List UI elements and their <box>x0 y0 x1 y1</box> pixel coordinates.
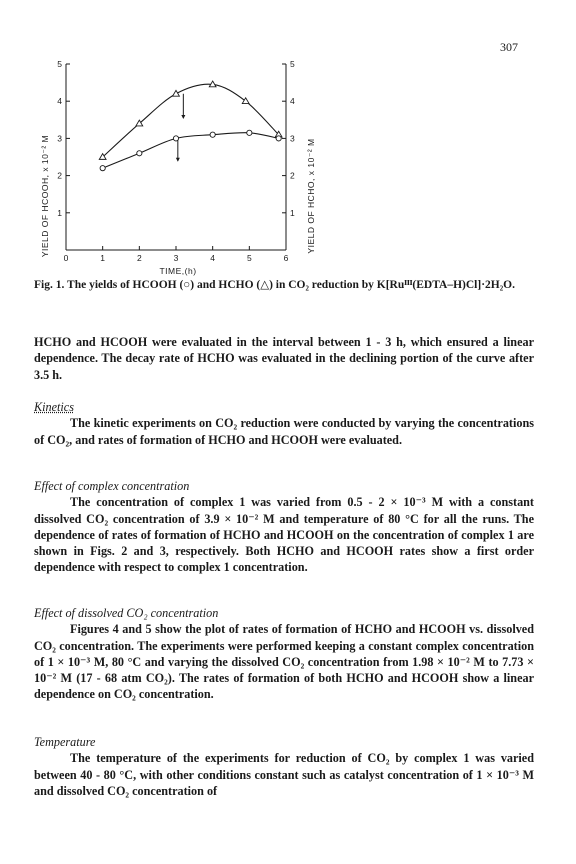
caption-fig-label: Fig. 1. <box>34 279 65 291</box>
section-co2-concentration <box>34 605 534 703</box>
x-tick-label: 2 <box>136 253 142 263</box>
right-y-tick-label: 3 <box>290 133 295 144</box>
arrow-head <box>176 158 180 162</box>
section-complex-concentration <box>34 478 534 576</box>
kinetics-text: The kinetic experiments on CO₂ reduction were conducted by varying the concentrations of CO₂, and rates of formation of HCHO and HCOOH were evaluated. <box>34 416 534 447</box>
hcooh-point <box>247 130 252 135</box>
hcooh-point <box>276 136 281 141</box>
right-y-tick-label: 5 <box>290 59 295 69</box>
right-y-axis-label: YIELD OF HCHO, x 10⁻² M <box>306 138 316 254</box>
section-temperature <box>34 734 534 799</box>
hcooh-point <box>100 166 105 171</box>
section-kinetics <box>34 399 534 448</box>
hcho-curve <box>103 84 279 157</box>
complex-heading: Effect of complex concentration <box>34 479 190 493</box>
right-y-tick-label: 2 <box>290 170 295 181</box>
left-y-tick-label: 2 <box>57 170 62 181</box>
hcho-point <box>242 98 249 104</box>
right-y-tick-label: 1 <box>290 207 295 218</box>
co2-text: Figures 4 and 5 show the plot of rates of formation of HCHO and HCOOH vs. dissolved CO₂ concentration. The experiments were performed keeping a constant complex concentration of 1 × 10⁻³ M, 80 °C and varying the dissolved CO₂ concentration from 1.98 × 10⁻² M to 7.73 × 10⁻² M (17 - 68 atm CO₂). The rates of formation of both HCHO and HCOOH show a linear dependence on CO₂ concentration. <box>34 622 534 702</box>
hcho-point <box>173 90 180 96</box>
hcooh-point <box>210 132 215 137</box>
left-y-tick-label: 4 <box>57 96 62 107</box>
left-y-tick-label: 1 <box>57 207 62 218</box>
x-tick-label: 3 <box>173 253 179 263</box>
temperature-heading: Temperature <box>34 735 96 749</box>
figure-caption <box>34 278 534 293</box>
right-y-tick-label: 4 <box>290 96 295 107</box>
yield-chart <box>28 56 328 276</box>
complex-text: The concentration of complex 1 was varied from 0.5 - 2 × 10⁻³ M with a constant dissolved CO₂ concentration of 3.9 × 10⁻² M and temperature of 80 °C for all the runs. The dependence of rates of formation of HCHO and HCOOH on the concentration of complex 1 are shown in Figs. 2 and 3, respectively. Both HCHO and HCOOH rates show a first order dependence with respect to complex 1 concentration. <box>34 495 534 575</box>
arrow-head <box>181 115 185 119</box>
hcooh-point <box>173 136 178 141</box>
kinetics-heading: Kinetics <box>34 400 74 414</box>
x-tick-label: 1 <box>100 253 106 263</box>
body-paragraph-1: HCHO and HCOOH were evaluated in the interval between 1 - 3 h, which ensured a linear dependence. The decay rate of HCHO was evaluated in the declining portion of the curve after 3.5 h. <box>34 335 534 382</box>
temperature-text: The temperature of the experiments for reduction of CO₂ by complex 1 was varied between 40 - 80 °C, with other conditions constant such as catalyst concentration of 1 × 10⁻³ M and dissolved CO₂ concentration of <box>34 751 534 798</box>
left-y-tick-label: 5 <box>57 59 62 69</box>
left-y-tick-label: 3 <box>57 133 62 144</box>
figure-1 <box>28 56 328 276</box>
x-tick-label: 4 <box>210 253 216 263</box>
x-axis-label: TIME,(h) <box>159 266 197 276</box>
left-y-axis-label: YIELD OF HCOOH, x 10⁻² M <box>40 134 50 258</box>
page-number: 307 <box>500 40 518 54</box>
x-tick-label: 0 <box>63 253 69 263</box>
hcooh-point <box>137 151 142 156</box>
x-tick-label: 6 <box>283 253 289 263</box>
x-tick-label: 5 <box>246 253 252 263</box>
hcooh-curve <box>103 133 279 168</box>
caption-text: The yields of HCOOH (○) and HCHO (△) in CO₂ reduction by K[Ruᴵᴵᴵ(EDTA–H)Cl]·2H₂O. <box>67 279 515 291</box>
co2-heading: Effect of dissolved CO₂ concentration <box>34 606 219 620</box>
